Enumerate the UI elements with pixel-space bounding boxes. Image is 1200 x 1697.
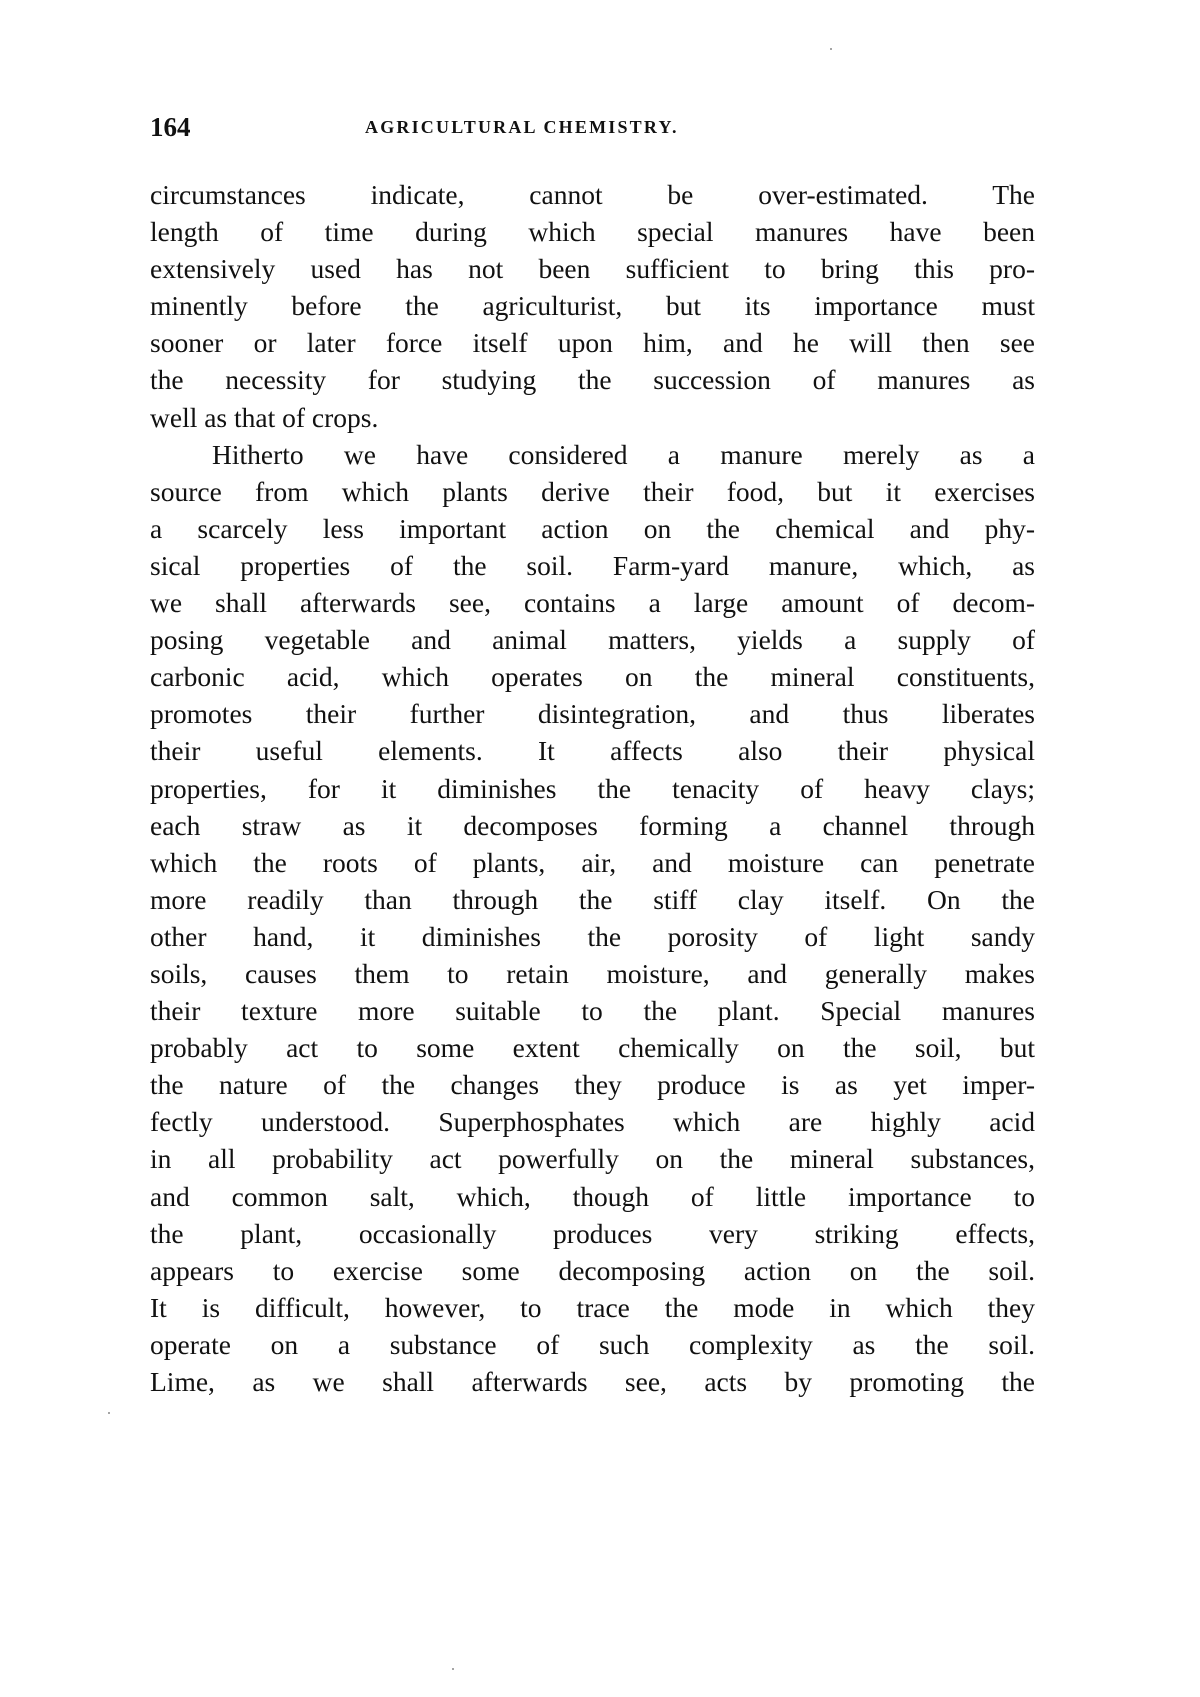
page-header [150, 112, 1040, 142]
text-line: we shall afterwards see, contains a large amount of decom- [150, 587, 1035, 619]
page-number: 164 [150, 112, 191, 142]
text-line: their useful elements. It affects also their physical [150, 735, 1035, 767]
text-line: sical properties of the soil. Farm-yard manure, which, as [150, 549, 1035, 581]
text-line: length of time during which special manures have been [150, 216, 1035, 248]
text-line: each straw as it decomposes forming a channel through [150, 809, 1035, 841]
scan-speck [108, 1412, 110, 1414]
text-line: operate on a substance of such complexity as the soil. [150, 1328, 1035, 1360]
text-line: the nature of the changes they produce is as yet imper- [150, 1069, 1035, 1101]
scan-speck [830, 48, 832, 50]
text-line: extensively used has not been sufficient to bring this pro- [150, 253, 1035, 285]
text-line: in all probability act powerfully on the mineral substances, [150, 1143, 1035, 1175]
text-line: soils, causes them to retain moisture, and generally makes [150, 957, 1035, 989]
paragraph-1 [150, 176, 1035, 436]
text-line: appears to exercise some decomposing action on the soil. [150, 1254, 1035, 1286]
text-line: Lime, as we shall afterwards see, acts by promoting the [150, 1366, 1035, 1397]
text-line: their texture more suitable to the plant. Special manures [150, 995, 1035, 1027]
text-line: more readily than through the stiff clay itself. On the [150, 883, 1035, 915]
text-line: properties, for it diminishes the tenacity of heavy clays; [150, 772, 1035, 804]
text-line: sooner or later force itself upon him, and he will then see [150, 327, 1035, 359]
text-line: It is difficult, however, to trace the mode in which they [150, 1291, 1035, 1323]
text-line: circumstances indicate, cannot be over-estimated. The [150, 179, 1035, 210]
text-line: well as that of crops. [150, 401, 379, 433]
text-line: the plant, occasionally produces very striking effects, [150, 1217, 1035, 1249]
text-line: fectly understood. Superphosphates which are highly acid [150, 1106, 1035, 1138]
running-head: AGRICULTURAL CHEMISTRY. [365, 117, 679, 137]
scan-speck [452, 1668, 454, 1670]
text-line: which the roots of plants, air, and moisture can penetrate [150, 846, 1035, 878]
paragraph-2 [150, 436, 1035, 1400]
text-line: and common salt, which, though of little importance to [150, 1180, 1035, 1212]
text-line: a scarcely less important action on the chemical and phy- [150, 512, 1035, 544]
text-line: other hand, it diminishes the porosity of light sandy [150, 920, 1035, 952]
text-line: probably act to some extent chemically on the soil, but [150, 1032, 1035, 1064]
text-line: source from which plants derive their food, but it exercises [150, 475, 1035, 507]
text-line: minently before the agriculturist, but its importance must [150, 290, 1035, 322]
text-line: promotes their further disintegration, and thus liberates [150, 698, 1035, 730]
text-line: carbonic acid, which operates on the mineral constituents, [150, 661, 1035, 693]
text-line: Hitherto we have considered a manure merely as a [212, 438, 1035, 470]
text-line: the necessity for studying the succession of manures as [150, 364, 1035, 396]
body-text [150, 176, 1035, 1400]
text-line: posing vegetable and animal matters, yields a supply of [150, 624, 1035, 656]
